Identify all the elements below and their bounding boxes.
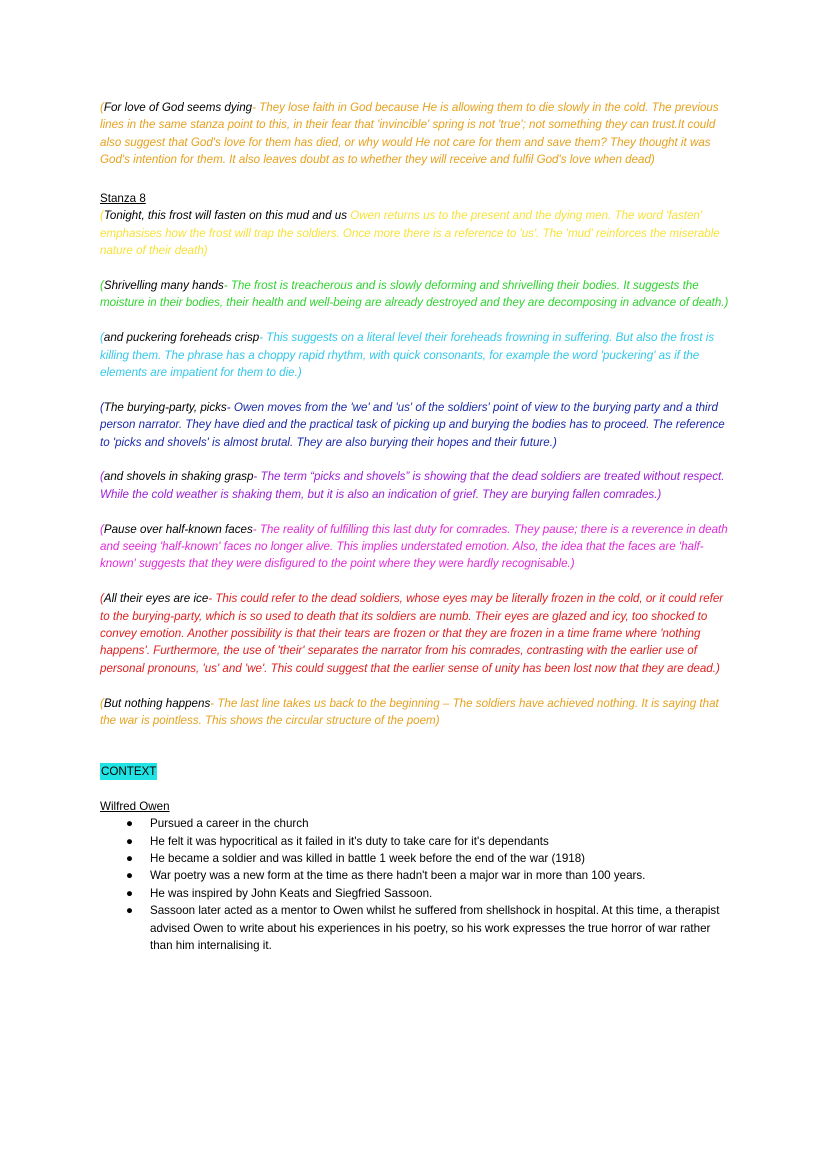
list-item-text: He was inspired by John Keats and Siegfried Sassoon. (150, 886, 433, 900)
list-item (126, 850, 730, 867)
open-paren: ( (100, 696, 104, 710)
list-item-text: War poetry was a new form at the time as there hadn't been a major war in more than 100 years. (150, 869, 646, 883)
poem-quote: and shovels in shaking grasp (103, 470, 254, 484)
bullet-icon: ● (126, 904, 134, 918)
analysis-text: - They lose faith in God because He is allowing them to die slowly in the cold. The previous lines in the same stanza point to this, in their fear that 'invincible' spring is not 'true'; not something they can trust.It could also suggest that God's love for them has died, or why would He not care for them and save them? They thought it was God's intention for them. It also leaves doubt as to whether they will receive and fulfil God's love when dead) (100, 101, 719, 167)
wilfred-owen-heading: Wilfred Owen (100, 799, 170, 813)
list-item-text: He became a soldier and was killed in battle 1 week before the end of the war (1918) (150, 851, 586, 865)
annotation-for-love-of-god (100, 99, 730, 169)
list-item-text: Sassoon later acted as a mentor to Owen whilst he suffered from shellshock in hospital. At this time, a therapist advised Owen to write about his experiences in his poetry, so his work expresses the true horror of war rather than him internalising it. (150, 904, 720, 952)
open-paren: ( (100, 331, 104, 345)
document-page (100, 99, 730, 954)
context-heading: CONTEXT (100, 763, 157, 780)
annotation-tonight-frost (100, 207, 730, 259)
analysis-text: - This suggests on a literal level their foreheads frowning in suffering. But also the frost is killing them. The phrase has a choppy rapid rhythm, with quick consonants, for example the word 'puckering' as if the elements are impatient for them to die.) (100, 331, 715, 380)
poem-quote: But nothing happens (103, 696, 211, 710)
open-paren: ( (100, 400, 104, 414)
list-item-text: Pursued a career in the church (150, 817, 309, 831)
list-item-text: He felt it was hypocritical as it failed in it's duty to take care for it's dependants (150, 834, 549, 848)
analysis-text: - The frost is treacherous and is slowly deforming and shrivelling their bodies. It suggests the moisture in their bodies, their health and well-being are already destroyed and they are decomposing in advance of death.) (100, 279, 729, 310)
poem-quote: All their eyes are ice (103, 592, 209, 606)
poem-quote: The burying-party, picks (103, 400, 227, 414)
annotation-nothing-happens (100, 695, 730, 730)
list-item (126, 885, 730, 902)
bullet-icon: ● (126, 886, 134, 900)
annotation-half-known-faces (100, 521, 730, 573)
bullet-icon: ● (126, 834, 134, 848)
annotation-shovels-shaking (100, 468, 730, 503)
list-item (126, 833, 730, 850)
bullet-icon: ● (126, 817, 134, 831)
annotation-burying-party (100, 399, 730, 451)
poem-quote: Tonight, this frost will fasten on this mud and us (103, 209, 348, 223)
poem-quote: For love of God seems dying (103, 101, 253, 114)
context-bullet-list (100, 815, 730, 954)
annotation-eyes-are-ice (100, 590, 730, 677)
list-item (126, 815, 730, 832)
open-paren: ( (100, 592, 104, 606)
open-paren: ( (100, 470, 104, 484)
analysis-text: - Owen moves from the 'we' and 'us' of the soldiers' point of view to the burying party and a third person narrator. They have died and the practical task of picking up and burying the bodies has to proceed. The reference to 'picks and shovels' is almost brutal. They are also burying their hopes and their future.) (100, 400, 725, 449)
open-paren: ( (100, 209, 104, 223)
open-paren: ( (100, 279, 104, 293)
open-paren: ( (100, 101, 104, 114)
analysis-text: - The last line takes us back to the beginning – The soldiers have achieved nothing. It is saying that the war is pointless. This shows the circular structure of the poem) (100, 696, 719, 728)
annotation-shrivelling-hands (100, 277, 730, 312)
analysis-text: - This could refer to the dead soldiers, whose eyes may be literally frozen in the cold, or it could refer to the burying-party, which is so used to death that its soldiers are numb. Their eyes are glazed and icy, too shocked to convey emotion. Another possibility is that their tears are frozen or that they are frozen in a time frame where 'nothing happens'. Furthermore, the use of 'their' separates the narrator from his comrades, contrasting with the earlier use of personal pronouns, 'us' and 'we'. This could suggest that the earlier sense of unity has been lost now that they are dead.) (100, 592, 724, 675)
poem-quote: Pause over half-known faces (103, 522, 253, 536)
poem-quote: and puckering foreheads crisp (103, 331, 260, 345)
open-paren: ( (100, 522, 104, 536)
analysis-text: - The term “picks and shovels” is showing that the dead soldiers are treated without respect. While the cold weather is shaking them, but it is also an indication of grief. They are burying fallen comrades.) (100, 470, 725, 501)
bullet-icon: ● (126, 851, 134, 865)
list-item (126, 867, 730, 884)
stanza-8-heading: Stanza 8 (100, 192, 146, 206)
analysis-text: - The reality of fulfilling this last duty for comrades. They pause; there is a reverence in death and seeing 'half-known' faces no longer alive. This implies understated emotion. Also, the idea that the faces are 'half-known' suggests that they were disfigured to the point where they were hardly recognisable.) (100, 522, 728, 571)
poem-quote: Shrivelling many hands (103, 279, 224, 293)
analysis-text: Owen returns us to the present and the dying men. The word 'fasten' emphasises how the frost will trap the soldiers. Once more there is a reference to 'us'. The 'mud' reinforces the miserable nature of their death) (100, 209, 720, 258)
bullet-icon: ● (126, 869, 134, 883)
list-item (126, 902, 730, 954)
annotation-puckering-foreheads (100, 329, 730, 381)
